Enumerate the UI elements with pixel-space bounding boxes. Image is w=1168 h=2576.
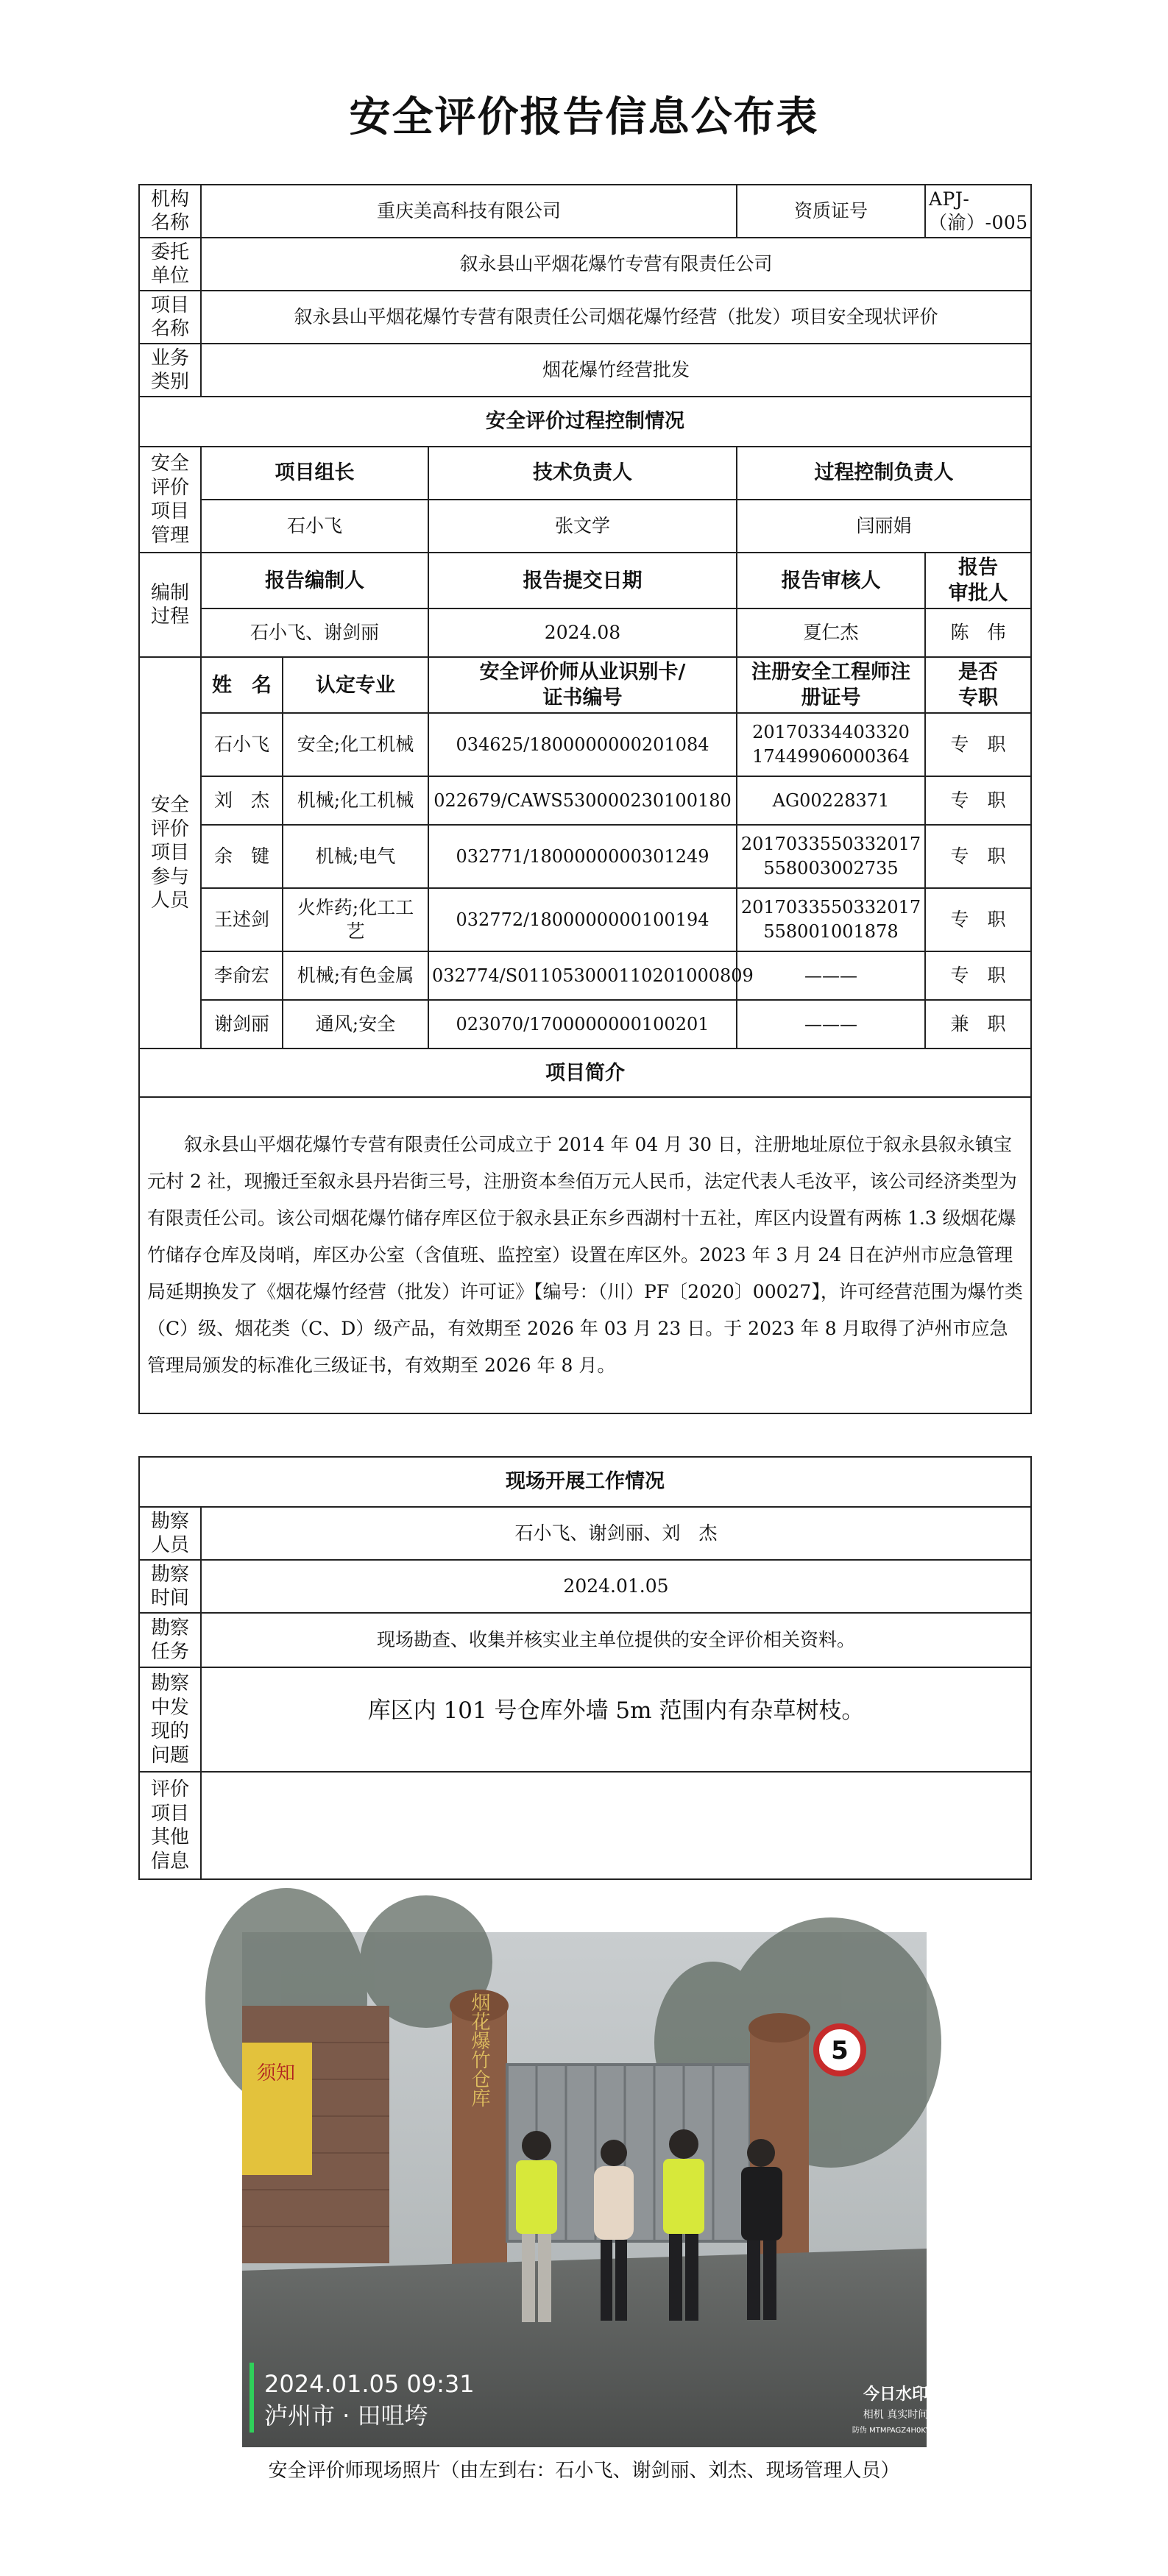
speed-limit-value: 5 — [831, 2036, 849, 2065]
person-reg: 2017033550332017 558003002735 — [737, 825, 925, 888]
person-name: 余 键 — [201, 825, 283, 888]
mgmt-header-leader: 项目组长 — [201, 447, 428, 500]
field-value: 2024.01.05 — [201, 1560, 1031, 1613]
field-label: 勘察 任务 — [139, 1613, 201, 1667]
prep-value-author: 石小飞、谢剑丽 — [201, 608, 428, 657]
person-card: 022679/CAWS530000230100180 — [428, 776, 737, 825]
photo-timestamp: 2024.01.05 09:31 — [264, 2370, 475, 2398]
page-title: 安全评价报告信息公布表 — [349, 93, 819, 141]
person-fulltime: 兼 职 — [925, 1000, 1031, 1049]
personnel-header-card: 安全评价师从业识别卡/ 证书编号 — [428, 657, 737, 713]
personnel-header-major: 认定专业 — [283, 657, 428, 713]
client-value: 叙永县山平烟花爆竹专营有限责任公司 — [201, 238, 1031, 291]
person-name: 谢剑丽 — [201, 1000, 283, 1049]
field-label: 评价 项目 其他 信息 — [139, 1772, 201, 1879]
person-fulltime: 专 职 — [925, 888, 1031, 951]
notice-board-text: 须知 — [256, 2062, 296, 2084]
project-label: 项目 名称 — [139, 291, 201, 344]
intro-section-title: 项目简介 — [139, 1049, 1031, 1097]
business-label: 业务 类别 — [139, 344, 201, 397]
person-major: 火炸药;化工工 艺 — [283, 888, 428, 951]
person-major: 机械;电气 — [283, 825, 428, 888]
field-value: 现场勘查、收集并核实业主单位提供的安全评价相关资料。 — [201, 1613, 1031, 1667]
person-fulltime: 专 职 — [925, 713, 1031, 776]
gate-pillar-text: 烟花爆竹仓库 — [468, 1993, 490, 2107]
table-row — [139, 888, 1031, 951]
person-name: 石小飞 — [201, 713, 283, 776]
prep-label: 编制 过程 — [139, 553, 201, 657]
person-major: 通风;安全 — [283, 1000, 428, 1049]
person-reg: 20170334403320 17449906000364 — [737, 713, 925, 776]
field-label: 勘察 时间 — [139, 1560, 201, 1613]
prep-header-date: 报告提交日期 — [428, 553, 737, 608]
photo-caption: 安全评价师现场照片（由左到右：石小飞、谢剑丽、刘杰、现场管理人员） — [268, 2460, 900, 2482]
person-card: 032772/1800000000100194 — [428, 888, 737, 951]
intro-text: 叙永县山平烟花爆竹专营有限责任公司成立于 2014 年 04 月 30 日，注册地址原位于叙永县叙永镇宝元村 2 社，现搬迁至叙永县丹岩街三号，注册资本叁佰万元人民币，法定代表人毛汝平，该公司经济类型为有限责任公司。该公司烟花爆竹储存库区位于叙永县正东乡西湖村十五社，库区内设置有两栋 1.3 级烟花爆竹储存仓库及岗哨，库区办公室（含值班、监控室）设置在库区外。2023 年 3 月 24 日在泸州市应急管理局延期换发了《烟花爆竹经营（批发）许可证》【编号：（川）PF〔2020〕00027】，许可经营范围为爆竹类（C）级、烟花类（C、D）级产品，有效期至 2026 年 03 月 23 日。于 2023 年 8 月取得了泸州市应急管理局颁发的标准化三级证书，有效期至 2026 年 8 月。 — [139, 1097, 1031, 1413]
field-label: 勘察 中发 现的 问题 — [139, 1667, 201, 1772]
person-fulltime: 专 职 — [925, 776, 1031, 825]
watermark-code: 防伪 MTMPAGZ4H0KYA3 — [852, 2427, 940, 2435]
field-section-title: 现场开展工作情况 — [139, 1457, 1031, 1507]
photo-location: 泸州市 · 田咀垮 — [264, 2402, 428, 2430]
prep-header-reviewer: 报告审核人 — [737, 553, 925, 608]
business-value: 烟花爆竹经营批发 — [201, 344, 1031, 397]
prep-header-approver: 报告 审批人 — [925, 553, 1031, 608]
mgmt-label: 安全 评价 项目 管理 — [139, 447, 201, 553]
person-card: 034625/1800000000201084 — [428, 713, 737, 776]
person-card: 032771/1800000000301249 — [428, 825, 737, 888]
process-section-title: 安全评价过程控制情况 — [139, 397, 1031, 447]
table-row — [139, 951, 1031, 1000]
mgmt-header-tech: 技术负责人 — [428, 447, 737, 500]
personnel-header-reg: 注册安全工程师注 册证号 — [737, 657, 925, 713]
person-reg: ——— — [737, 951, 925, 1000]
table-row — [139, 1000, 1031, 1049]
site-photo — [242, 1932, 940, 2447]
watermark-sub: 相机 真实时间 — [863, 2409, 929, 2421]
prep-header-author: 报告编制人 — [201, 553, 428, 608]
person-major: 机械;化工机械 — [283, 776, 428, 825]
personnel-label: 安全 评价 项目 参与 人员 — [139, 657, 201, 1049]
person-reg: ——— — [737, 1000, 925, 1049]
mgmt-header-control: 过程控制负责人 — [737, 447, 1031, 500]
person-name: 李俞宏 — [201, 951, 283, 1000]
personnel-header-fulltime: 是否 专职 — [925, 657, 1031, 713]
person-name: 刘 杰 — [201, 776, 283, 825]
person-card: 023070/1700000000100201 — [428, 1000, 737, 1049]
report-info-table — [138, 184, 1032, 1414]
person-name: 王述剑 — [201, 888, 283, 951]
table-row — [139, 713, 1031, 776]
field-value: 库区内 101 号仓库外墙 5m 范围内有杂草树枝。 — [201, 1667, 1031, 1772]
field-value: 石小飞、谢剑丽、刘 杰 — [201, 1507, 1031, 1560]
prep-value-approver: 陈 伟 — [925, 608, 1031, 657]
field-value — [201, 1772, 1031, 1879]
field-label: 勘察 人员 — [139, 1507, 201, 1560]
mgmt-value-tech: 张文学 — [428, 500, 737, 553]
org-value: 重庆美高科技有限公司 — [201, 185, 737, 238]
cert-label: 资质证号 — [737, 185, 925, 238]
prep-value-reviewer: 夏仁杰 — [737, 608, 925, 657]
person-major: 安全;化工机械 — [283, 713, 428, 776]
cert-value: APJ-（渝）-005 — [925, 185, 1031, 238]
field-work-table — [138, 1456, 1032, 1880]
prep-value-date: 2024.08 — [428, 608, 737, 657]
person-major: 机械;有色金属 — [283, 951, 428, 1000]
table-row — [139, 825, 1031, 888]
person-reg: AG00228371 — [737, 776, 925, 825]
client-label: 委托 单位 — [139, 238, 201, 291]
person-card: 032774/S011053000110201000809 — [428, 951, 737, 1000]
mgmt-value-leader: 石小飞 — [201, 500, 428, 553]
project-value: 叙永县山平烟花爆竹专营有限责任公司烟花爆竹经营（批发）项目安全现状评价 — [201, 291, 1031, 344]
person-fulltime: 专 职 — [925, 825, 1031, 888]
mgmt-value-control: 闫丽娟 — [737, 500, 1031, 553]
person-fulltime: 专 职 — [925, 951, 1031, 1000]
person-reg: 2017033550332017 558001001878 — [737, 888, 925, 951]
table-row — [139, 776, 1031, 825]
org-label: 机构 名称 — [139, 185, 201, 238]
watermark-brand: 今日水印 — [863, 2385, 929, 2404]
personnel-header-name: 姓 名 — [201, 657, 283, 713]
